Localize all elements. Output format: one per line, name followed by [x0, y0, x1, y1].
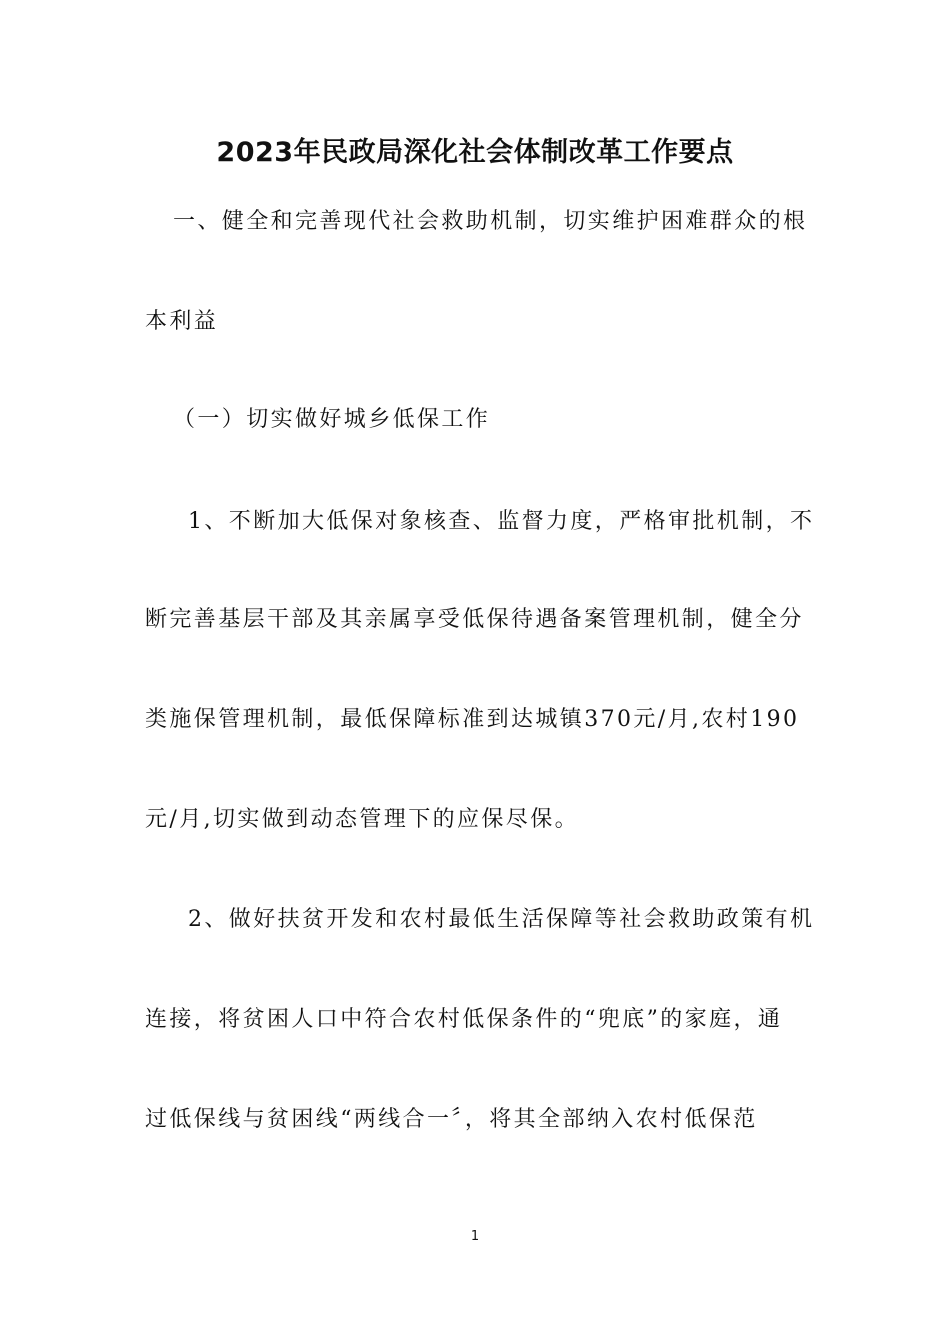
paragraph-line: 2、做好扶贫开发和农村最低生活保障等社会救助政策有机 [188, 907, 815, 932]
document-title: 2023年民政局深化社会体制改革工作要点 [216, 137, 734, 168]
paragraph-line: 连接，将贫困人口中符合农村低保条件的“兜底”的家庭，通 [145, 1007, 783, 1032]
paragraph-line: 类施保管理机制，最低保障标准到达城镇370元/月,农村190 [145, 707, 800, 732]
section-heading-line: 一、健全和完善现代社会救助机制，切实维护困难群众的根 [173, 209, 808, 234]
subsection-heading: （一）切实做好城乡低保工作 [173, 407, 491, 432]
paragraph-line: 断完善基层干部及其亲属享受低保待遇备案管理机制，健全分 [145, 607, 804, 632]
section-heading-continuation: 本利益 [145, 309, 219, 334]
page-number: 1 [470, 1229, 480, 1244]
paragraph-line: 元/月,切实做到动态管理下的应保尽保。 [145, 807, 580, 832]
paragraph-line: 1、不断加大低保对象核查、监督力度，严格审批机制，不 [188, 509, 815, 534]
paragraph-line: 过低保线与贫困线“两线合一〞，将其全部纳入农村低保范 [145, 1107, 758, 1132]
